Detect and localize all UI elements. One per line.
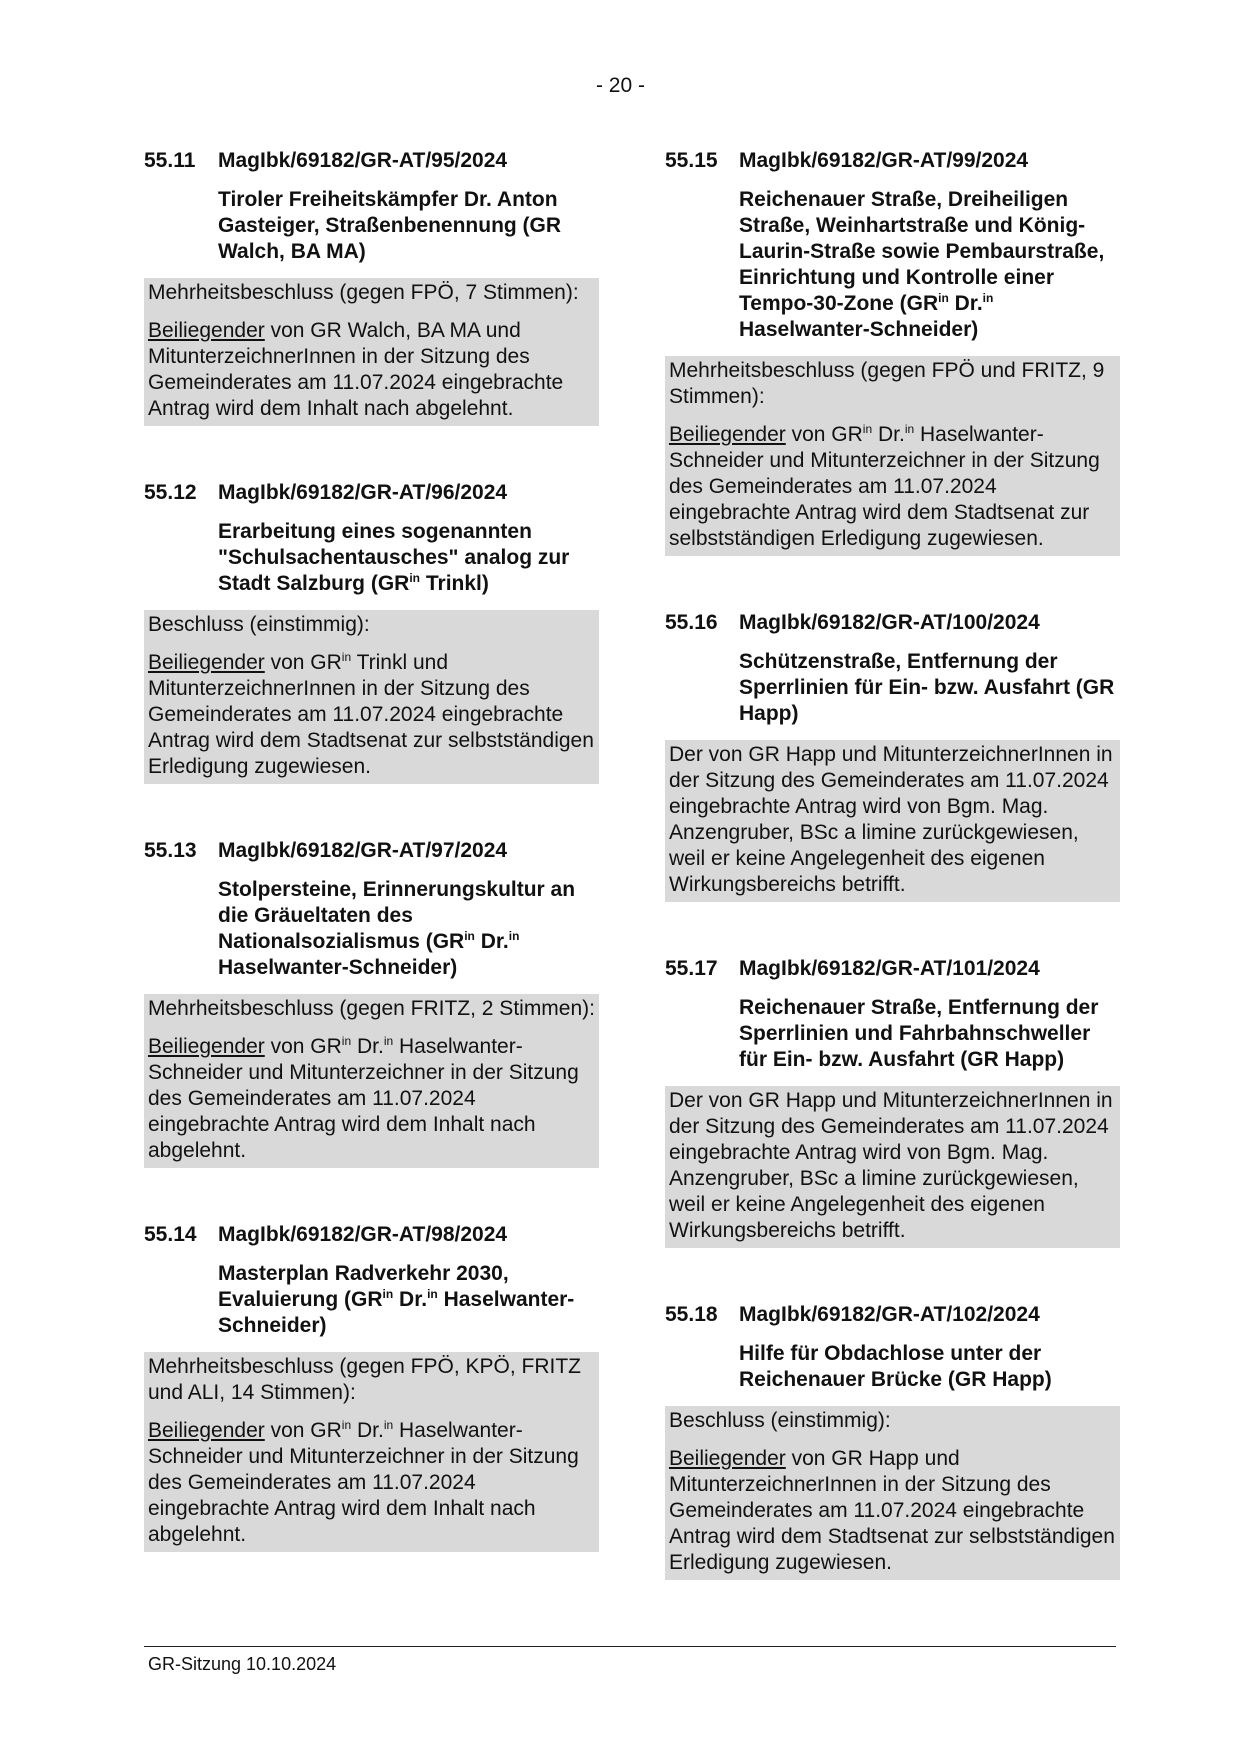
item-number: 55.15 — [665, 149, 718, 172]
item-reference: MagIbk/69182/GR-AT/95/2024 — [218, 149, 508, 172]
resolution-text: Mehrheitsbeschluss (gegen FPÖ, 7 Stimmen): — [148, 281, 579, 304]
resolution-body: von $GR^{in}$ Dr.$^{in}$ Haselwanter-Schneider und Mitunterzeichner in der Sitzung des Gemeinderates am 11.07.2024 eingebrachte Antrag wird dem Inhalt nach abgelehnt. — [148, 1418, 579, 1546]
item-number: 55.11 — [144, 149, 196, 172]
resolution-text: Beschluss (einstimmig): — [148, 613, 370, 636]
resolution-body: Der von GR Happ und MitunterzeichnerInnen in der Sitzung des Gemeinderates am 11.07.2024 eingebrachte Antrag wird von Bgm. Mag. Anzengruber, BSc a limine zurückgewiesen, weil er keine Angelegenheit des eigenen Wirkungsbereichs betrifft. — [669, 743, 1113, 896]
item-reference: MagIbk/69182/GR-AT/96/2024 — [218, 481, 508, 504]
resolution-body: von GR Happ und MitunterzeichnerInnen in der Sitzung des Gemeinderates am 11.07.2024 eingebrachte Antrag wird dem Stadtsenat zur selbstständigen Erledigung zugewiesen. — [669, 1447, 1115, 1574]
item-number: 55.18 — [665, 1303, 718, 1326]
item-title: Hilfe für Obdachlose unter der Reichenauer Brücke (GR Happ) — [739, 1342, 1052, 1391]
page-number: - 20 - — [595, 74, 645, 97]
item-title: Reichenauer Straße, Dreiheiligen Straße, Weinhartstraße und König-Laurin-Straße sowie Pembaurstraße, Einrichtung und Kontrolle einer Tempo-30-Zone ($GR^{in}$ Dr.$^{in}$ Haselwanter-Schneider) — [739, 188, 1105, 341]
item-title: Erarbeitung eines sogenannten "Schulsachentausches" analog zur Stadt Salzburg ($GR^{in}$ Trinkl) — [218, 520, 570, 595]
item-reference: MagIbk/69182/GR-AT/97/2024 — [218, 839, 508, 862]
item-number: 55.12 — [144, 481, 197, 504]
right-column — [665, 148, 1120, 1634]
item-reference: MagIbk/69182/GR-AT/101/2024 — [739, 957, 1040, 980]
item-number: 55.17 — [665, 957, 718, 980]
resolution-box — [665, 740, 1120, 902]
agenda-item — [144, 838, 599, 1168]
resolution-box — [665, 1406, 1120, 1580]
item-title: Reichenauer Straße, Entfernung der Sperrlinien und Fahrbahnschweller für Ein- bzw. Ausfahrt (GR Happ) — [739, 996, 1099, 1071]
item-title: Schützenstraße, Entfernung der Sperrlinien für Ein- bzw. Ausfahrt (GR Happ) — [739, 650, 1115, 725]
item-reference: MagIbk/69182/GR-AT/100/2024 — [739, 611, 1040, 634]
agenda-item — [665, 148, 1120, 556]
item-reference: MagIbk/69182/GR-AT/102/2024 — [739, 1303, 1040, 1326]
agenda-item — [144, 480, 599, 784]
resolution-text: Mehrheitsbeschluss (gegen FPÖ, KPÖ, FRITZ und ALI, 14 Stimmen): — [148, 1355, 581, 1404]
resolution-box — [144, 1352, 599, 1552]
resolution-body: von GR Walch, BA MA und MitunterzeichnerInnen in der Sitzung des Gemeinderates am 11.07.2024 eingebrachte Antrag wird dem Inhalt nach abgelehnt. — [148, 319, 564, 420]
item-number: 55.16 — [665, 611, 718, 634]
resolution-box — [144, 278, 599, 426]
lead-word: Beiliegender — [669, 1447, 786, 1470]
resolution-text: Mehrheitsbeschluss (gegen FRITZ, 2 Stimmen): — [148, 997, 595, 1020]
item-reference: MagIbk/69182/GR-AT/99/2024 — [739, 149, 1029, 172]
item-title: Masterplan Radverkehr 2030, Evaluierung ($GR^{in}$ Dr.$^{in}$ Haselwanter-Schneider) — [218, 1262, 575, 1337]
item-title: Tiroler Freiheitskämpfer Dr. Anton Gasteiger, Straßenbenennung (GR Walch, BA MA) — [218, 188, 562, 263]
resolution-body: von $GR^{in}$ Dr.$^{in}$ Haselwanter-Schneider und Mitunterzeichner in der Sitzung des Gemeinderates am 11.07.2024 eingebrachte Antrag wird dem Inhalt nach abgelehnt. — [148, 1034, 579, 1162]
resolution-text: Mehrheitsbeschluss (gegen FPÖ und FRITZ, 9 Stimmen): — [669, 359, 1105, 408]
resolution-body: Der von GR Happ und MitunterzeichnerInnen in der Sitzung des Gemeinderates am 11.07.2024 eingebrachte Antrag wird von Bgm. Mag. Anzengruber, BSc a limine zurückgewiesen, weil er keine Angelegenheit des eigenen Wirkungsbereichs betrifft. — [669, 1089, 1113, 1242]
resolution-text: Beschluss (einstimmig): — [669, 1409, 891, 1432]
left-column — [144, 148, 599, 1606]
resolution-box — [144, 610, 599, 784]
resolution-body: von $GR^{in}$ Dr.$^{in}$ Haselwanter-Schneider und Mitunterzeichner in der Sitzung des Gemeinderates am 11.07.2024 eingebrachte Antrag wird dem Stadtsenat zur selbstständigen Erledigung zugewiesen. — [669, 422, 1100, 550]
resolution-box — [665, 1086, 1120, 1248]
lead-word: Beiliegender — [148, 1419, 265, 1442]
lead-word: Beiliegender — [669, 423, 786, 446]
lead-word: Beiliegender — [148, 1035, 265, 1058]
footer-text: GR-Sitzung 10.10.2024 — [148, 1654, 337, 1674]
lead-word: Beiliegender — [148, 319, 265, 342]
resolution-box — [144, 994, 599, 1168]
lead-word: Beiliegender — [148, 651, 265, 674]
agenda-item — [144, 148, 599, 426]
resolution-box — [665, 356, 1120, 556]
footer-divider — [144, 1646, 1116, 1647]
agenda-item — [665, 1302, 1120, 1580]
item-number: 55.13 — [144, 839, 197, 862]
item-number: 55.14 — [144, 1223, 197, 1246]
agenda-item — [144, 1222, 599, 1552]
item-reference: MagIbk/69182/GR-AT/98/2024 — [218, 1223, 508, 1246]
agenda-item — [665, 610, 1120, 902]
item-title: Stolpersteine, Erinnerungskultur an die Gräueltaten des Nationalsozialismus ($GR^{in}$ Dr.$^{in}$ Haselwanter-Schneider) — [218, 878, 576, 979]
agenda-item — [665, 956, 1120, 1248]
resolution-body: von $GR^{in}$ Trinkl und MitunterzeichnerInnen in der Sitzung des Gemeinderates am 11.07.2024 eingebrachte Antrag wird dem Stadtsenat zur selbstständigen Erledigung zugewiesen. — [148, 650, 594, 778]
